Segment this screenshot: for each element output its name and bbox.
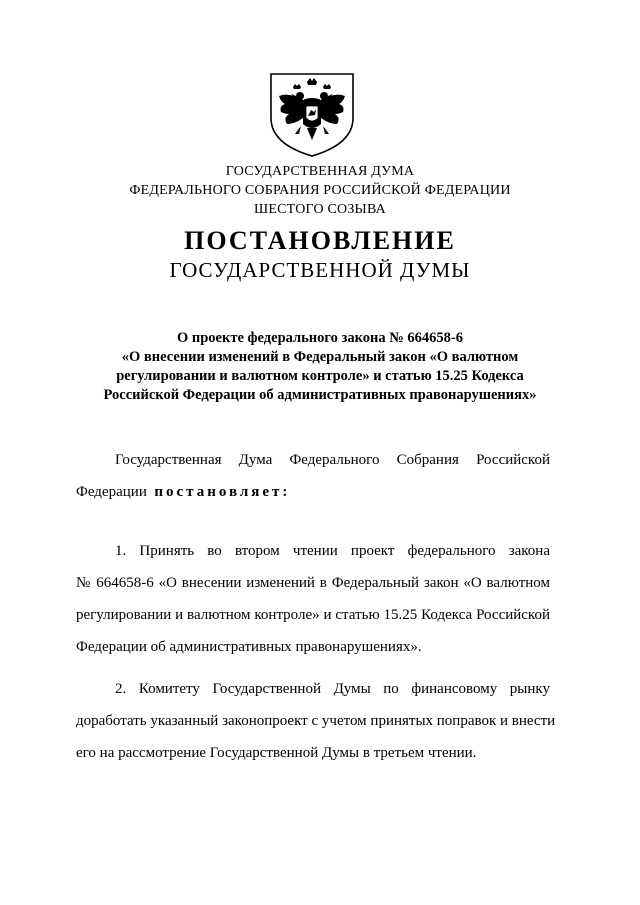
resolves-keyword: постановляет: (154, 484, 291, 500)
item-line: его на рассмотрение Государственной Думы в третьем чтении. (76, 745, 477, 761)
document-issuer-title: ГОСУДАРСТВЕННОЙ ДУМЫ (169, 258, 471, 282)
subject-line: О проекте федерального закона № 664658-6 (176, 330, 464, 346)
intro-line: Государственная Дума Федерального Собрания Российской (115, 452, 550, 468)
issuing-authority-header (0, 162, 640, 219)
resolution-item-2 (76, 673, 556, 769)
item-line: № 664658-6 «О внесении изменений в Федеральный закон «О валютном (76, 575, 550, 591)
document-type-title: ПОСТАНОВЛЕНИЕ (184, 226, 456, 255)
header-line-convocation: ШЕСТОГО СОЗЫВА (254, 202, 386, 217)
header-line-duma: ГОСУДАРСТВЕННАЯ ДУМА (225, 164, 415, 179)
item-line: регулировании и валютном контроле» и статью 15.25 Кодекса Российской (76, 607, 550, 623)
item-line: 1. Принять во втором чтении проект федерального закона (115, 543, 550, 559)
intro-line-start: Федерации (76, 484, 147, 500)
item-line: доработать указанный законопроект с учетом принятых поправок и внести (76, 713, 556, 729)
header-line-assembly: ФЕДЕРАЛЬНОГО СОБРАНИЯ РОССИЙСКОЙ ФЕДЕРАЦИИ (129, 183, 511, 198)
subject-line: «О внесении изменений в Федеральный закон «О валютном (121, 349, 519, 365)
document-subject (40, 329, 600, 405)
item-line: 2. Комитету Государственной Думы по финансовому рынку (115, 681, 550, 697)
resolution-item-1 (76, 535, 550, 663)
subject-line: регулировании и валютном контроле» и статью 15.25 Кодекса (116, 368, 524, 384)
item-line: Федерации об административных правонарушениях». (76, 639, 422, 655)
intro-paragraph (76, 444, 550, 508)
intro-line (76, 476, 550, 508)
subject-line: Российской Федерации об административных правонарушениях» (103, 387, 537, 403)
coat-of-arms-icon (267, 72, 357, 158)
